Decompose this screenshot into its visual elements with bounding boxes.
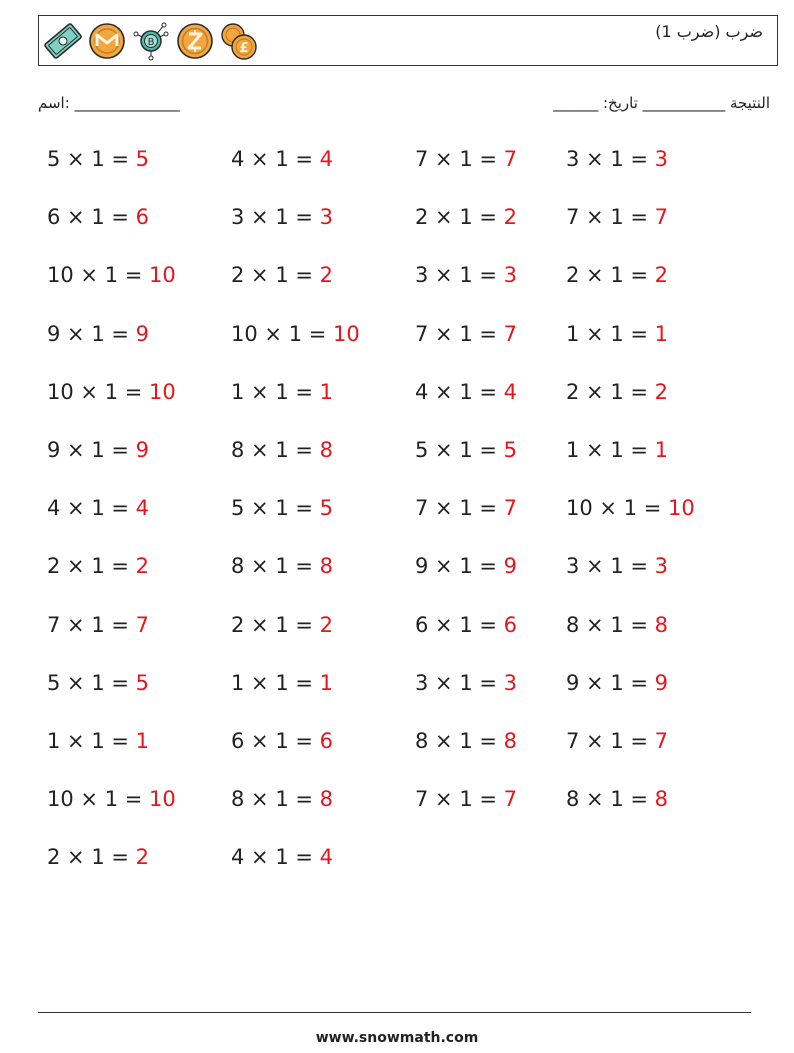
answer: 5 bbox=[319, 496, 334, 521]
operand-b: 1 bbox=[610, 263, 624, 288]
operand-a: 9 bbox=[415, 554, 429, 579]
answer: 7 bbox=[503, 147, 518, 171]
problem-item: 5 × 1 = 5 bbox=[415, 438, 518, 462]
name-field bbox=[38, 94, 180, 112]
problem-item: 8 × 1 = 8 bbox=[231, 787, 334, 812]
problem-item: 9 × 1 = 9 bbox=[47, 438, 150, 462]
operand-b: 1 bbox=[610, 554, 624, 579]
problem-item: 2 × 1 = 2 bbox=[231, 263, 334, 288]
answer: 10 bbox=[149, 379, 176, 404]
answer: 1 bbox=[135, 729, 150, 753]
operand-a: 7 bbox=[415, 147, 429, 171]
problem-item: 6 × 1 = 6 bbox=[231, 729, 334, 753]
banknote-icon bbox=[43, 21, 83, 61]
problem-item: 8 × 1 = 8 bbox=[566, 787, 669, 812]
operand-a: 7 bbox=[566, 205, 580, 230]
problem-item: 7 × 1 = 7 bbox=[415, 147, 518, 171]
score-line: ___________ bbox=[642, 94, 726, 112]
answer: 9 bbox=[654, 670, 669, 695]
problem-item: 10 × 1 = 10 bbox=[47, 263, 176, 288]
operand-b: 1 bbox=[459, 496, 473, 521]
operand-a: 7 bbox=[47, 612, 61, 637]
problem-item: 5 × 1 = 5 bbox=[231, 496, 334, 521]
monero-coin-icon bbox=[87, 21, 127, 61]
operand-a: 10 bbox=[47, 379, 74, 404]
operand-a: 5 bbox=[415, 438, 429, 462]
operand-a: 1 bbox=[231, 379, 245, 404]
operand-b: 1 bbox=[275, 379, 289, 404]
answer: 6 bbox=[135, 205, 150, 230]
answer: 8 bbox=[319, 787, 334, 812]
answer: 7 bbox=[503, 321, 518, 346]
problem-item: 3 × 1 = 3 bbox=[566, 554, 669, 579]
answer: 4 bbox=[135, 496, 150, 521]
answer: 2 bbox=[319, 612, 334, 637]
answer: 10 bbox=[149, 263, 176, 288]
operand-b: 1 bbox=[610, 205, 624, 230]
answer: 1 bbox=[319, 379, 334, 404]
operand-a: 8 bbox=[566, 612, 580, 637]
problem-item: 10 × 1 = 10 bbox=[231, 321, 360, 346]
problem-item: 7 × 1 = 7 bbox=[415, 787, 518, 812]
problem-item: 9 × 1 = 9 bbox=[415, 554, 518, 579]
operand-a: 4 bbox=[231, 845, 245, 870]
operand-a: 3 bbox=[566, 147, 580, 171]
icon-strip bbox=[43, 20, 259, 62]
operand-b: 1 bbox=[275, 787, 289, 812]
bitcoin-network-icon bbox=[131, 21, 171, 61]
answer: 3 bbox=[319, 205, 334, 230]
answer: 7 bbox=[503, 496, 518, 521]
operand-a: 7 bbox=[415, 496, 429, 521]
problem-item: 1 × 1 = 1 bbox=[566, 438, 669, 462]
operand-b: 1 bbox=[91, 321, 105, 346]
problem-item: 3 × 1 = 3 bbox=[231, 205, 334, 230]
operand-a: 1 bbox=[231, 670, 245, 695]
operand-b: 1 bbox=[275, 845, 289, 870]
operand-a: 1 bbox=[566, 321, 580, 346]
operand-b: 1 bbox=[610, 787, 624, 812]
problem-item: 4 × 1 = 4 bbox=[231, 147, 334, 171]
date-score-field bbox=[553, 94, 770, 112]
svg-text:£: £ bbox=[239, 41, 249, 56]
answer: 1 bbox=[654, 438, 669, 462]
name-line: ______________ bbox=[74, 94, 180, 112]
operand-a: 2 bbox=[566, 379, 580, 404]
answer: 5 bbox=[503, 438, 518, 462]
operand-b: 1 bbox=[610, 670, 624, 695]
operand-a: 5 bbox=[231, 496, 245, 521]
problem-item: 7 × 1 = 7 bbox=[566, 205, 669, 230]
answer: 2 bbox=[135, 845, 150, 870]
operand-b: 1 bbox=[610, 612, 624, 637]
operand-a: 8 bbox=[231, 787, 245, 812]
operand-a: 6 bbox=[415, 612, 429, 637]
answer: 2 bbox=[319, 263, 334, 288]
problem-item: 8 × 1 = 8 bbox=[415, 729, 518, 753]
operand-b: 1 bbox=[275, 670, 289, 695]
problem-item: 2 × 1 = 2 bbox=[231, 612, 334, 637]
operand-b: 1 bbox=[104, 379, 119, 404]
answer: 7 bbox=[654, 205, 669, 230]
answer: 10 bbox=[333, 321, 360, 346]
operand-a: 9 bbox=[566, 670, 580, 695]
operand-b: 1 bbox=[610, 321, 624, 346]
answer: 3 bbox=[654, 147, 669, 171]
problem-item: 4 × 1 = 4 bbox=[47, 496, 150, 521]
operand-b: 1 bbox=[610, 729, 624, 753]
problem-item: 2 × 1 = 2 bbox=[566, 263, 669, 288]
problem-item: 10 × 1 = 10 bbox=[566, 496, 695, 521]
problem-item: 2 × 1 = 2 bbox=[566, 379, 669, 404]
operand-b: 1 bbox=[91, 147, 105, 171]
problem-item: 5 × 1 = 5 bbox=[47, 670, 150, 695]
problem-item: 1 × 1 = 1 bbox=[231, 379, 334, 404]
name-label: اسم: bbox=[38, 94, 70, 112]
answer: 3 bbox=[503, 670, 518, 695]
operand-b: 1 bbox=[91, 496, 105, 521]
operand-b: 1 bbox=[288, 321, 303, 346]
operand-b: 1 bbox=[610, 147, 624, 171]
problem-item: 9 × 1 = 9 bbox=[47, 321, 150, 346]
operand-a: 6 bbox=[231, 729, 245, 753]
operand-b: 1 bbox=[91, 729, 105, 753]
operand-a: 4 bbox=[231, 147, 245, 171]
operand-a: 10 bbox=[47, 787, 74, 812]
pound-coins-icon bbox=[219, 21, 259, 61]
date-line: ______ bbox=[553, 94, 599, 112]
operand-b: 1 bbox=[459, 321, 473, 346]
answer: 6 bbox=[319, 729, 334, 753]
operand-a: 3 bbox=[231, 205, 245, 230]
operand-b: 1 bbox=[459, 670, 473, 695]
problem-item: 2 × 1 = 2 bbox=[415, 205, 518, 230]
answer: 7 bbox=[654, 729, 669, 753]
answer: 7 bbox=[503, 787, 518, 812]
operand-b: 1 bbox=[459, 205, 473, 230]
operand-b: 1 bbox=[91, 438, 105, 462]
answer: 10 bbox=[149, 787, 176, 812]
operand-b: 1 bbox=[275, 263, 289, 288]
answer: 8 bbox=[503, 729, 518, 753]
answer: 4 bbox=[319, 845, 334, 870]
answer: 1 bbox=[654, 321, 669, 346]
problem-item: 2 × 1 = 2 bbox=[47, 554, 150, 579]
svg-text:B: B bbox=[147, 37, 155, 48]
answer: 8 bbox=[654, 787, 669, 812]
operand-b: 1 bbox=[275, 554, 289, 579]
operand-a: 2 bbox=[566, 263, 580, 288]
footer-url: www.snowmath.com bbox=[315, 1030, 479, 1046]
operand-b: 1 bbox=[275, 438, 289, 462]
answer: 2 bbox=[503, 205, 518, 230]
answer: 10 bbox=[668, 496, 695, 521]
operand-a: 9 bbox=[47, 321, 61, 346]
operand-a: 7 bbox=[415, 787, 429, 812]
problem-item: 7 × 1 = 7 bbox=[415, 321, 518, 346]
operand-b: 1 bbox=[610, 379, 624, 404]
operand-b: 1 bbox=[91, 670, 105, 695]
operand-a: 4 bbox=[415, 379, 429, 404]
operand-a: 2 bbox=[415, 205, 429, 230]
problem-item: 10 × 1 = 10 bbox=[47, 787, 176, 812]
operand-b: 1 bbox=[459, 263, 473, 288]
problem-item: 7 × 1 = 7 bbox=[566, 729, 669, 753]
operand-b: 1 bbox=[91, 845, 105, 870]
operand-a: 10 bbox=[47, 263, 74, 288]
problem-item: 6 × 1 = 6 bbox=[415, 612, 518, 637]
operand-a: 1 bbox=[566, 438, 580, 462]
problem-item: 8 × 1 = 8 bbox=[231, 554, 334, 579]
operand-b: 1 bbox=[104, 787, 119, 812]
operand-b: 1 bbox=[459, 729, 473, 753]
operand-b: 1 bbox=[275, 496, 289, 521]
operand-a: 8 bbox=[231, 438, 245, 462]
operand-a: 7 bbox=[415, 321, 429, 346]
answer: 5 bbox=[135, 670, 150, 695]
operand-b: 1 bbox=[91, 612, 105, 637]
problem-item: 3 × 1 = 3 bbox=[415, 670, 518, 695]
problem-item: 6 × 1 = 6 bbox=[47, 205, 150, 230]
answer: 8 bbox=[319, 554, 334, 579]
operand-a: 2 bbox=[231, 263, 245, 288]
operand-a: 1 bbox=[47, 729, 61, 753]
answer: 9 bbox=[503, 554, 518, 579]
zcash-coin-icon bbox=[175, 21, 215, 61]
operand-a: 4 bbox=[47, 496, 61, 521]
operand-b: 1 bbox=[459, 438, 473, 462]
operand-a: 8 bbox=[231, 554, 245, 579]
operand-b: 1 bbox=[623, 496, 638, 521]
answer: 4 bbox=[503, 379, 518, 404]
operand-a: 5 bbox=[47, 670, 61, 695]
answer: 9 bbox=[135, 321, 150, 346]
operand-a: 2 bbox=[231, 612, 245, 637]
operand-a: 2 bbox=[47, 554, 61, 579]
footer-divider bbox=[38, 1012, 751, 1013]
problem-item: 4 × 1 = 4 bbox=[231, 845, 334, 870]
operand-b: 1 bbox=[275, 205, 289, 230]
operand-a: 7 bbox=[566, 729, 580, 753]
operand-b: 1 bbox=[275, 147, 289, 171]
answer: 2 bbox=[654, 379, 669, 404]
operand-b: 1 bbox=[459, 554, 473, 579]
answer: 5 bbox=[135, 147, 150, 171]
answer: 8 bbox=[319, 438, 334, 462]
operand-b: 1 bbox=[459, 787, 473, 812]
problem-item: 1 × 1 = 1 bbox=[566, 321, 669, 346]
problem-item: 7 × 1 = 7 bbox=[415, 496, 518, 521]
page-title: ضرب (ضرب 1) bbox=[655, 22, 763, 41]
operand-a: 10 bbox=[231, 321, 258, 346]
date-label: تاريخ: bbox=[602, 94, 638, 112]
operand-a: 6 bbox=[47, 205, 61, 230]
operand-a: 3 bbox=[415, 670, 429, 695]
operand-a: 2 bbox=[47, 845, 61, 870]
answer: 3 bbox=[654, 554, 669, 579]
operand-b: 1 bbox=[459, 379, 473, 404]
answer: 2 bbox=[654, 263, 669, 288]
problem-item: 1 × 1 = 1 bbox=[231, 670, 334, 695]
answer: 4 bbox=[319, 147, 334, 171]
operand-a: 8 bbox=[415, 729, 429, 753]
problem-item: 10 × 1 = 10 bbox=[47, 379, 176, 404]
operand-a: 3 bbox=[566, 554, 580, 579]
operand-b: 1 bbox=[610, 438, 624, 462]
problem-item: 4 × 1 = 4 bbox=[415, 379, 518, 404]
answer: 1 bbox=[319, 670, 334, 695]
operand-b: 1 bbox=[459, 612, 473, 637]
answer: 9 bbox=[135, 438, 150, 462]
problem-item: 2 × 1 = 2 bbox=[47, 845, 150, 870]
operand-b: 1 bbox=[104, 263, 119, 288]
operand-a: 9 bbox=[47, 438, 61, 462]
operand-a: 10 bbox=[566, 496, 593, 521]
operand-a: 3 bbox=[415, 263, 429, 288]
answer: 8 bbox=[654, 612, 669, 637]
operand-b: 1 bbox=[275, 612, 289, 637]
problem-item: 8 × 1 = 8 bbox=[231, 438, 334, 462]
score-label: النتيجة bbox=[729, 94, 770, 112]
operand-b: 1 bbox=[91, 205, 105, 230]
operand-a: 5 bbox=[47, 147, 61, 171]
problem-item: 3 × 1 = 3 bbox=[566, 147, 669, 171]
worksheet-header bbox=[38, 15, 778, 66]
operand-b: 1 bbox=[459, 147, 473, 171]
operand-b: 1 bbox=[91, 554, 105, 579]
problem-item: 5 × 1 = 5 bbox=[47, 147, 150, 171]
answer: 6 bbox=[503, 612, 518, 637]
problem-item: 7 × 1 = 7 bbox=[47, 612, 150, 637]
answer: 2 bbox=[135, 554, 150, 579]
problem-item: 3 × 1 = 3 bbox=[415, 263, 518, 288]
problem-item: 8 × 1 = 8 bbox=[566, 612, 669, 637]
answer: 3 bbox=[503, 263, 518, 288]
operand-b: 1 bbox=[275, 729, 289, 753]
problem-item: 9 × 1 = 9 bbox=[566, 670, 669, 695]
operand-a: 8 bbox=[566, 787, 580, 812]
problem-item: 1 × 1 = 1 bbox=[47, 729, 150, 753]
answer: 7 bbox=[135, 612, 150, 637]
